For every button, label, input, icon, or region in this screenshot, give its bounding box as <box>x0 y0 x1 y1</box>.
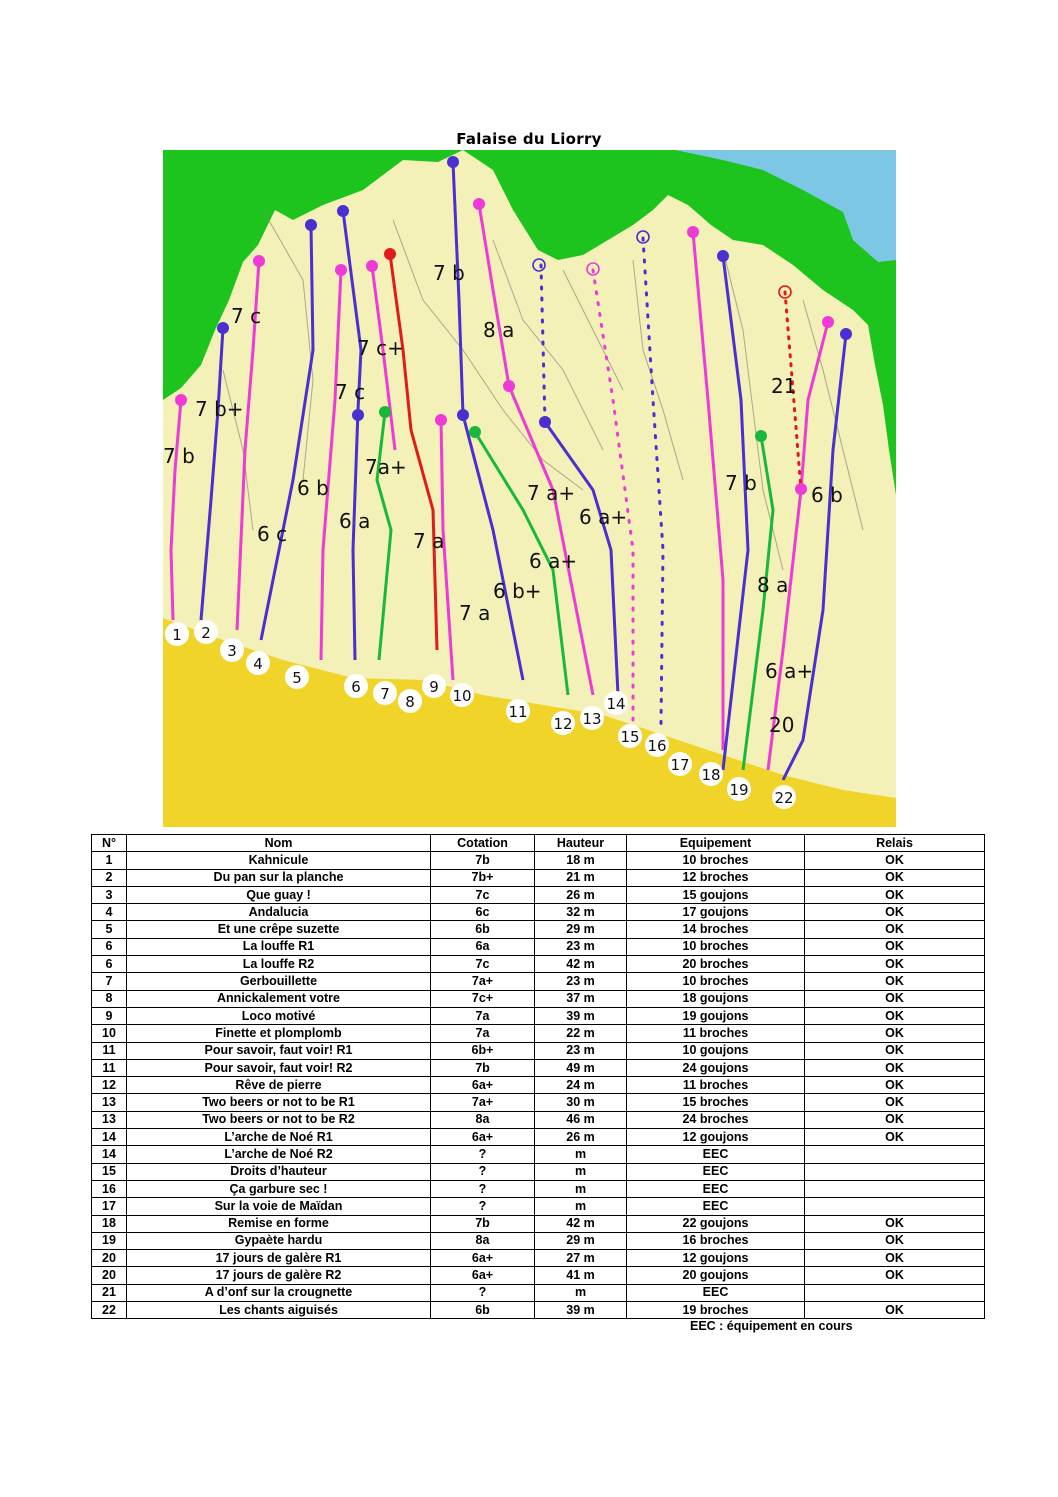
route-marker-17 <box>668 752 692 776</box>
table-cell: OK <box>805 973 985 990</box>
table-cell: 17 goujons <box>627 904 805 921</box>
route-marker-12 <box>551 711 575 735</box>
table-cell: 11 broches <box>627 1077 805 1094</box>
table-cell: L’arche de Noé R1 <box>127 1129 431 1146</box>
table-cell: OK <box>805 852 985 869</box>
table-cell: EEC <box>627 1146 805 1163</box>
table-cell: Two beers or not to be R2 <box>127 1111 431 1128</box>
table-cell: Sur la voie de Maïdan <box>127 1198 431 1215</box>
route-marker-3 <box>220 638 244 662</box>
table-row <box>92 1146 985 1163</box>
table-cell: 6a+ <box>431 1250 535 1267</box>
table-cell <box>805 1163 985 1180</box>
table-cell: 8a <box>431 1111 535 1128</box>
table-cell: 15 <box>92 1163 127 1180</box>
table-cell: m <box>535 1284 627 1301</box>
table-cell: 13 <box>92 1111 127 1128</box>
routes-table <box>91 834 985 1319</box>
table-cell: 14 broches <box>627 921 805 938</box>
table-cell: 26 m <box>535 1129 627 1146</box>
table-cell: Et une crêpe suzette <box>127 921 431 938</box>
table-row <box>92 886 985 903</box>
table-cell <box>805 1180 985 1197</box>
table-cell: 20 <box>92 1267 127 1284</box>
svg-text:6: 6 <box>351 678 361 696</box>
table-row <box>92 1111 985 1128</box>
table-cell: OK <box>805 1129 985 1146</box>
table-cell: EEC <box>627 1180 805 1197</box>
column-header: Equipement <box>627 835 805 852</box>
table-cell <box>805 1198 985 1215</box>
grade-label: 6 b <box>811 483 843 507</box>
table-cell: 11 <box>92 1042 127 1059</box>
table-cell: 12 <box>92 1077 127 1094</box>
table-cell: ? <box>431 1198 535 1215</box>
table-cell: OK <box>805 1077 985 1094</box>
anchor-12 <box>469 426 481 438</box>
table-cell: 21 <box>92 1284 127 1301</box>
route-marker-10 <box>450 683 474 707</box>
table-cell: OK <box>805 1042 985 1059</box>
route-marker-9 <box>422 674 446 698</box>
table-row <box>92 1077 985 1094</box>
table-cell: 16 broches <box>627 1232 805 1249</box>
table-cell: 24 goujons <box>627 1059 805 1076</box>
grade-label: 7 a <box>459 601 491 625</box>
legend-note: EEC : équipement en cours <box>690 1319 853 1333</box>
table-cell: L’arche de Noé R2 <box>127 1146 431 1163</box>
table-cell <box>805 1284 985 1301</box>
svg-text:4: 4 <box>253 655 263 673</box>
table-cell: 4 <box>92 904 127 921</box>
svg-text:1: 1 <box>172 626 182 644</box>
table-cell: OK <box>805 1302 985 1319</box>
table-cell: 5 <box>92 921 127 938</box>
table-row <box>92 1250 985 1267</box>
table-row <box>92 1163 985 1180</box>
table-cell: La louffe R2 <box>127 956 431 973</box>
table-row <box>92 956 985 973</box>
table-cell: 19 broches <box>627 1302 805 1319</box>
table-cell: 1 <box>92 852 127 869</box>
table-cell: 7a+ <box>431 973 535 990</box>
table-row <box>92 1215 985 1232</box>
column-header: N° <box>92 835 127 852</box>
table-cell: 7b <box>431 1059 535 1076</box>
table-cell: m <box>535 1180 627 1197</box>
table-cell: OK <box>805 1094 985 1111</box>
table-cell: 19 goujons <box>627 1007 805 1024</box>
table-cell: Kahnicule <box>127 852 431 869</box>
anchor-7 <box>379 406 391 418</box>
table-cell: 18 goujons <box>627 990 805 1007</box>
table-row <box>92 904 985 921</box>
grade-label: 8 a <box>483 318 515 342</box>
table-cell: 32 m <box>535 904 627 921</box>
table-cell: Que guay ! <box>127 886 431 903</box>
table-cell: 7a <box>431 1025 535 1042</box>
grade-label: 7 b <box>725 471 757 495</box>
grade-label: 6 a <box>339 509 371 533</box>
column-header: Hauteur <box>535 835 627 852</box>
table-cell: 11 broches <box>627 1025 805 1042</box>
table-cell: m <box>535 1163 627 1180</box>
table-cell: Gerbouillette <box>127 973 431 990</box>
routes-table-body <box>92 852 985 1319</box>
table-row <box>92 1129 985 1146</box>
table-cell: 12 goujons <box>627 1250 805 1267</box>
grade-label: 7a+ <box>365 455 407 479</box>
grade-label: 8 a <box>757 573 789 597</box>
table-cell: OK <box>805 990 985 1007</box>
table-cell: 29 m <box>535 1232 627 1249</box>
table-cell: ? <box>431 1180 535 1197</box>
table-cell: 7b+ <box>431 869 535 886</box>
anchor-22 <box>840 328 852 340</box>
route-marker-16 <box>645 733 669 757</box>
table-cell: 20 broches <box>627 956 805 973</box>
table-cell: 14 <box>92 1129 127 1146</box>
table-cell: 49 m <box>535 1059 627 1076</box>
table-cell: 2 <box>92 869 127 886</box>
table-cell: 6a+ <box>431 1267 535 1284</box>
table-cell: 6b <box>431 921 535 938</box>
anchor-13-r1 <box>503 380 515 392</box>
table-cell: OK <box>805 886 985 903</box>
column-header: Nom <box>127 835 431 852</box>
table-cell: A d’onf sur la crougnette <box>127 1284 431 1301</box>
route-marker-7 <box>373 681 397 705</box>
table-cell: 26 m <box>535 886 627 903</box>
table-cell: 16 <box>92 1180 127 1197</box>
route-marker-1 <box>165 622 189 646</box>
table-cell: 10 broches <box>627 852 805 869</box>
table-cell: 8a <box>431 1232 535 1249</box>
table-cell: OK <box>805 938 985 955</box>
table-row <box>92 1059 985 1076</box>
table-cell: 41 m <box>535 1267 627 1284</box>
table-cell: 7b <box>431 852 535 869</box>
table-row <box>92 1302 985 1319</box>
table-cell: 10 <box>92 1025 127 1042</box>
table-cell: Du pan sur la planche <box>127 869 431 886</box>
table-cell: Remise en forme <box>127 1215 431 1232</box>
svg-text:17: 17 <box>670 756 690 774</box>
table-cell: 12 goujons <box>627 1129 805 1146</box>
table-row <box>92 869 985 886</box>
svg-text:9: 9 <box>429 678 439 696</box>
table-cell: Two beers or not to be R1 <box>127 1094 431 1111</box>
table-cell: OK <box>805 904 985 921</box>
table-header-row <box>92 835 985 852</box>
table-cell <box>805 1146 985 1163</box>
table-cell: 22 <box>92 1302 127 1319</box>
svg-text:2: 2 <box>201 624 211 642</box>
table-row <box>92 1007 985 1024</box>
table-cell: 37 m <box>535 990 627 1007</box>
table-cell: 6a <box>431 938 535 955</box>
grade-label: 6 a+ <box>765 659 814 683</box>
table-cell: La louffe R1 <box>127 938 431 955</box>
table-cell: Gypaète hardu <box>127 1232 431 1249</box>
table-cell: 6b+ <box>431 1042 535 1059</box>
route-marker-18 <box>699 762 723 786</box>
table-cell: 20 goujons <box>627 1267 805 1284</box>
table-cell: 42 m <box>535 1215 627 1232</box>
table-cell: 23 m <box>535 973 627 990</box>
svg-text:18: 18 <box>701 766 721 784</box>
table-cell: 14 <box>92 1146 127 1163</box>
table-cell: Andalucia <box>127 904 431 921</box>
table-cell: OK <box>805 1250 985 1267</box>
svg-text:7: 7 <box>380 685 390 703</box>
table-cell: Pour savoir, faut voir! R2 <box>127 1059 431 1076</box>
table-row <box>92 1094 985 1111</box>
route-marker-8 <box>398 689 422 713</box>
table-cell: OK <box>805 1007 985 1024</box>
grade-label: 7 b <box>433 261 465 285</box>
route-marker-2 <box>194 620 218 644</box>
route-marker-19 <box>727 777 751 801</box>
route-marker-13 <box>580 706 604 730</box>
table-cell: 6a+ <box>431 1129 535 1146</box>
table-row <box>92 938 985 955</box>
grade-label: 7 a+ <box>527 481 576 505</box>
grade-label: 6 c <box>257 522 288 546</box>
svg-text:5: 5 <box>292 669 302 687</box>
table-cell: OK <box>805 1111 985 1128</box>
grade-label: 6 a+ <box>529 549 578 573</box>
anchor-14-r1 <box>539 416 551 428</box>
table-cell: OK <box>805 921 985 938</box>
anchor-18 <box>717 250 729 262</box>
route-marker-22 <box>772 785 796 809</box>
table-cell: 7b <box>431 1215 535 1232</box>
table-row <box>92 1025 985 1042</box>
table-cell: 6a+ <box>431 1077 535 1094</box>
table-cell: 18 <box>92 1215 127 1232</box>
table-cell: Les chants aiguisés <box>127 1302 431 1319</box>
grade-label: 7 c+ <box>357 336 404 360</box>
svg-text:13: 13 <box>582 710 602 728</box>
table-cell: ? <box>431 1284 535 1301</box>
table-row <box>92 921 985 938</box>
table-cell: 21 m <box>535 869 627 886</box>
table-cell: OK <box>805 1059 985 1076</box>
table-cell: m <box>535 1198 627 1215</box>
anchor-5 <box>335 264 347 276</box>
anchor-10 <box>435 414 447 426</box>
table-cell: Pour savoir, faut voir! R1 <box>127 1042 431 1059</box>
table-cell: OK <box>805 1232 985 1249</box>
anchor-4 <box>305 219 317 231</box>
svg-text:3: 3 <box>227 642 237 660</box>
table-cell: OK <box>805 956 985 973</box>
table-cell: EEC <box>627 1163 805 1180</box>
table-cell: 15 goujons <box>627 886 805 903</box>
svg-text:8: 8 <box>405 693 415 711</box>
table-row <box>92 1267 985 1284</box>
svg-text:19: 19 <box>729 781 749 799</box>
table-row <box>92 1180 985 1197</box>
table-cell: 22 goujons <box>627 1215 805 1232</box>
table-cell: 12 broches <box>627 869 805 886</box>
route-marker-15 <box>618 724 642 748</box>
svg-text:12: 12 <box>553 715 573 733</box>
table-cell: 7c <box>431 956 535 973</box>
table-cell: 10 broches <box>627 938 805 955</box>
table-cell: EEC <box>627 1198 805 1215</box>
table-cell: 23 m <box>535 938 627 955</box>
table-cell: Finette et plomplomb <box>127 1025 431 1042</box>
svg-text:22: 22 <box>774 789 794 807</box>
table-cell: 18 m <box>535 852 627 869</box>
anchor-20-r1 <box>795 483 807 495</box>
table-cell: ? <box>431 1163 535 1180</box>
page-title: Falaise du Liorry <box>456 130 602 148</box>
table-cell: OK <box>805 1267 985 1284</box>
table-cell: 23 m <box>535 1042 627 1059</box>
table-cell: 17 jours de galère R1 <box>127 1250 431 1267</box>
table-cell: 24 broches <box>627 1111 805 1128</box>
table-cell: 3 <box>92 886 127 903</box>
cliff-topo-drawing <box>163 150 896 827</box>
table-cell: OK <box>805 869 985 886</box>
table-cell: 20 <box>92 1250 127 1267</box>
table-cell: Annickalement votre <box>127 990 431 1007</box>
table-cell: 6b <box>431 1302 535 1319</box>
table-cell: 9 <box>92 1007 127 1024</box>
grade-label: 7 b+ <box>195 397 244 421</box>
route-marker-5 <box>285 665 309 689</box>
table-cell: Droits d’hauteur <box>127 1163 431 1180</box>
svg-text:10: 10 <box>452 687 472 705</box>
table-cell: 6c <box>431 904 535 921</box>
grade-label: 20 <box>769 713 795 737</box>
table-row <box>92 990 985 1007</box>
table-cell: 15 broches <box>627 1094 805 1111</box>
svg-text:16: 16 <box>647 737 667 755</box>
anchor-20-r2 <box>822 316 834 328</box>
anchor-17 <box>687 226 699 238</box>
table-cell: 7c <box>431 886 535 903</box>
table-cell: ? <box>431 1146 535 1163</box>
table-cell: 46 m <box>535 1111 627 1128</box>
table-cell: 29 m <box>535 921 627 938</box>
table-cell: 7c+ <box>431 990 535 1007</box>
grade-label: 7 a <box>413 529 445 553</box>
svg-text:14: 14 <box>606 695 626 713</box>
svg-text:15: 15 <box>620 728 640 746</box>
table-row <box>92 1042 985 1059</box>
table-cell: OK <box>805 1215 985 1232</box>
table-cell: 7a+ <box>431 1094 535 1111</box>
grade-label: 21 <box>771 374 797 398</box>
table-cell: 24 m <box>535 1077 627 1094</box>
table-cell: 6 <box>92 938 127 955</box>
route-marker-4 <box>246 651 270 675</box>
route-marker-11 <box>506 699 530 723</box>
table-cell: 17 jours de galère R2 <box>127 1267 431 1284</box>
route-marker-14 <box>604 691 628 715</box>
grade-label: 6 b+ <box>493 579 542 603</box>
anchor-8 <box>384 248 396 260</box>
column-header: Cotation <box>431 835 535 852</box>
table-row <box>92 1232 985 1249</box>
anchor-11-r2 <box>447 156 459 168</box>
table-cell: 27 m <box>535 1250 627 1267</box>
table-cell: 6 <box>92 956 127 973</box>
anchor-6-r1 <box>352 409 364 421</box>
table-cell: 10 goujons <box>627 1042 805 1059</box>
table-cell: EEC <box>627 1284 805 1301</box>
table-row <box>92 852 985 869</box>
grade-label: 6 b <box>297 476 329 500</box>
table-cell: 7a <box>431 1007 535 1024</box>
table-cell: 42 m <box>535 956 627 973</box>
route-marker-6 <box>344 674 368 698</box>
column-header: Relais <box>805 835 985 852</box>
table-cell: 39 m <box>535 1007 627 1024</box>
table-row <box>92 973 985 990</box>
table-cell: 19 <box>92 1232 127 1249</box>
grade-label: 7 c <box>335 380 366 404</box>
table-cell: 11 <box>92 1059 127 1076</box>
table-cell: m <box>535 1146 627 1163</box>
table-cell: 22 m <box>535 1025 627 1042</box>
grade-label: 6 a+ <box>579 505 628 529</box>
anchor-9 <box>366 260 378 272</box>
anchor-6-r2 <box>337 205 349 217</box>
table-cell: 17 <box>92 1198 127 1215</box>
table-cell: 30 m <box>535 1094 627 1111</box>
anchor-19 <box>755 430 767 442</box>
grade-label: 7 c <box>231 304 262 328</box>
table-cell: Loco motivé <box>127 1007 431 1024</box>
table-cell: 10 broches <box>627 973 805 990</box>
anchor-11-r1 <box>457 409 469 421</box>
svg-text:11: 11 <box>508 703 528 721</box>
table-cell: 8 <box>92 990 127 1007</box>
anchor-1 <box>175 394 187 406</box>
anchor-3 <box>253 255 265 267</box>
table-row <box>92 1198 985 1215</box>
table-cell: OK <box>805 1025 985 1042</box>
table-cell: 13 <box>92 1094 127 1111</box>
table-cell: Ça garbure sec ! <box>127 1180 431 1197</box>
anchor-13-r2 <box>473 198 485 210</box>
grade-label: 7 b <box>163 444 195 468</box>
table-cell: 7 <box>92 973 127 990</box>
anchor-2 <box>217 322 229 334</box>
table-row <box>92 1284 985 1301</box>
table-cell: 39 m <box>535 1302 627 1319</box>
table-cell: Rêve de pierre <box>127 1077 431 1094</box>
